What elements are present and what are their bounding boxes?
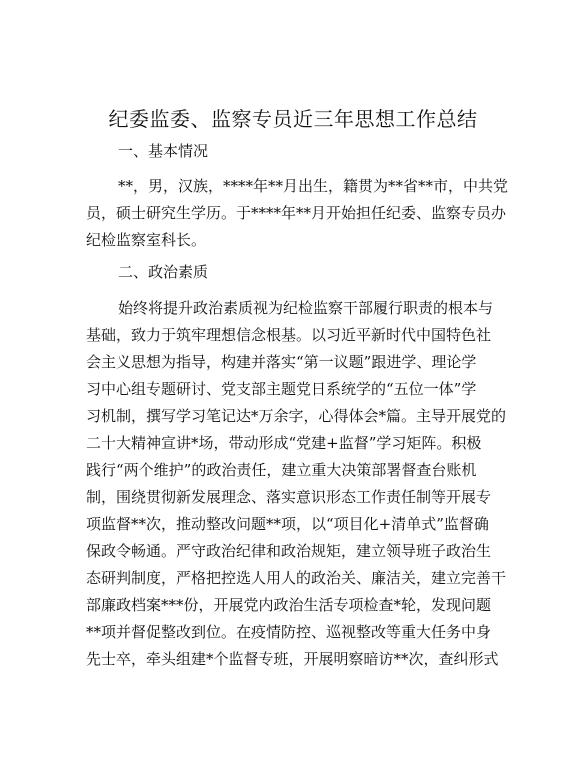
paragraph-line: 二十大精神宣讲*场，带动形成“党建+监督”学习矩阵。积极 [86, 434, 482, 452]
document-title: 纪委监委、监察专员近三年思想工作总结 [108, 107, 478, 131]
paragraph-line: 基础，致力于筑牢理想信念根基。以习近平新时代中国特色社 [86, 326, 492, 344]
paragraph-line: 部廉政档案***份，开展党内政治生活专项检查*轮，发现问题 [86, 596, 492, 614]
paragraph-line: 先士卒，牵头组建*个监督专班，开展明察暗访**次，查纠形式 [86, 650, 499, 668]
paragraph-line: 践行“两个维护”的政治责任，建立重大决策部署督查台账机 [86, 461, 477, 479]
paragraph-line: 习中心组专题研讨、党支部主题党日系统学的“五位一体”学 [86, 380, 477, 398]
paragraph-line: **项并督促整改到位。在疫情防控、巡视整改等重大任务中身 [86, 623, 492, 641]
paragraph-line: 习机制，撰写学习笔记达*万余字，心得体会*篇。主导开展党的 [86, 407, 507, 425]
paragraph-line: 会主义思想为指导，构建并落实“第一议题”跟进学、理论学 [86, 353, 477, 371]
section-heading-political-quality: 二、政治素质 [118, 263, 209, 281]
paragraph-line: **，男，汉族，****年**月出生，籍贯为**省**市，中共党 [118, 177, 509, 195]
paragraph-line: 制，围绕贯彻新发展理念、落实意识形态工作责任制等开展专 [86, 488, 492, 506]
section-heading-basic-info: 一、基本情况 [118, 142, 209, 160]
paragraph-line: 态研判制度，严格把控选人用人的政治关、廉洁关，建立完善干 [86, 569, 507, 587]
paragraph-line: 始终将提升政治素质视为纪检监察干部履行职责的根本与 [118, 299, 494, 317]
paragraph-line: 项监督**次，推动整改问题**项，以“项目化+清单式”监督确 [86, 515, 489, 533]
paragraph-line: 保政令畅通。严守政治纪律和政治规矩，建立领导班子政治生 [86, 542, 492, 560]
paragraph-line: 纪检监察室科长。 [86, 231, 207, 249]
paragraph-line: 员，硕士研究生学历。于****年**月开始担任纪委、监察专员办 [86, 204, 507, 222]
